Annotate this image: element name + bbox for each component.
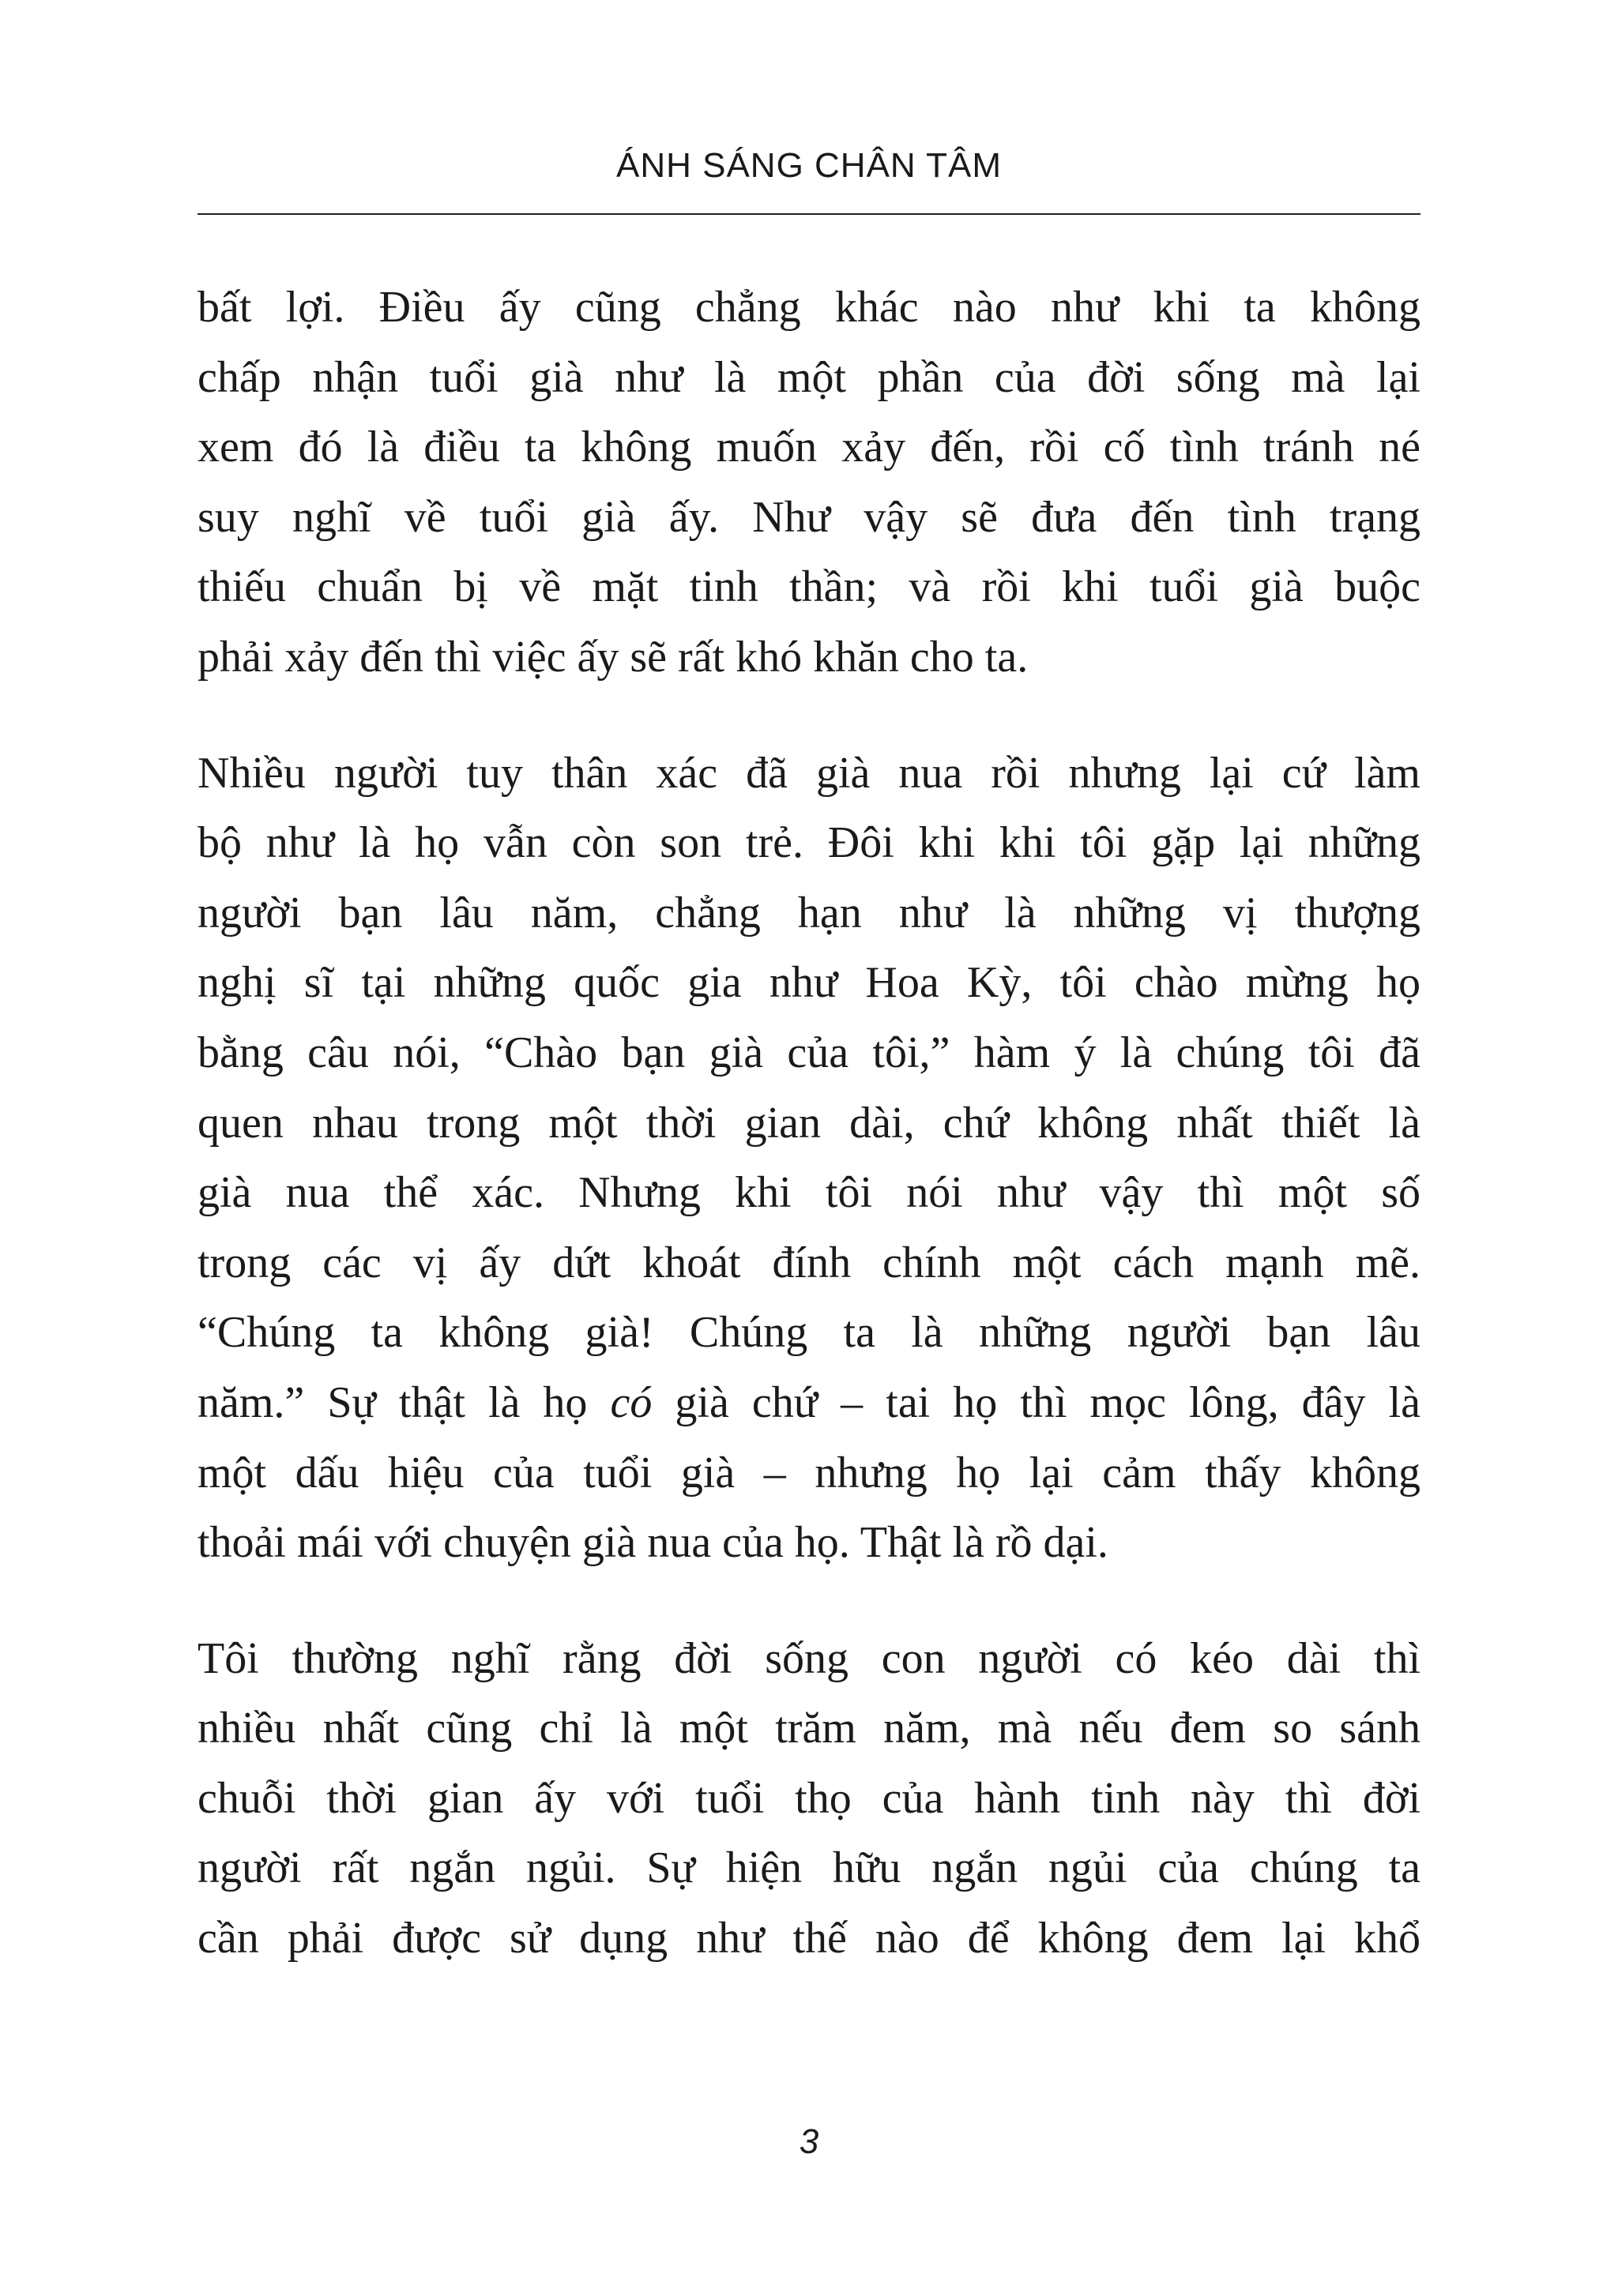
paragraph-2: [198, 738, 1420, 1578]
text-line: phải xảy đến thì việc ấy sẽ rất khó khăn cho ta.: [198, 632, 1029, 682]
text-line: xem đó là điều ta không muốn xảy đến, rồi cố tình tránh né: [198, 423, 1420, 472]
text-segment: năm.” Sự thật là họ: [198, 1377, 611, 1427]
text-line: thoải mái với chuyện già nua của họ. Thật là rồ dại.: [198, 1518, 1108, 1568]
text-line: thiếu chuẩn bị về mặt tinh thần; và rồi khi tuổi già buộc: [198, 562, 1420, 612]
text-line: bất lợi. Điều ấy cũng chẳng khác nào như khi ta không: [198, 283, 1420, 332]
text-line: già nua thể xác. Nhưng khi tôi nói như vậy thì một số: [198, 1168, 1420, 1218]
text-line: bộ như là họ vẫn còn son trẻ. Đôi khi khi tôi gặp lại những: [198, 818, 1420, 868]
text-line: người rất ngắn ngủi. Sự hiện hữu ngắn ngủi của chúng ta: [198, 1843, 1420, 1893]
text-line-with-emphasis: [198, 1368, 1420, 1438]
text-line: chuỗi thời gian ấy với tuổi thọ của hành tinh này thì đời: [198, 1773, 1420, 1823]
text-segment: già chứ – tai họ thì mọc lông, đây là: [652, 1377, 1421, 1427]
paragraph-3: [198, 1624, 1420, 1974]
text-line: quen nhau trong một thời gian dài, chứ không nhất thiết là: [198, 1098, 1420, 1148]
paragraph-1: [198, 272, 1420, 693]
text-line: người bạn lâu năm, chẳng hạn như là những vị thượng: [198, 888, 1420, 938]
text-line: Nhiều người tuy thân xác đã già nua rồi nhưng lại cứ làm: [198, 748, 1420, 798]
text-line: chấp nhận tuổi già như là một phần của đời sống mà lại: [198, 352, 1420, 402]
page-number: 3: [799, 2122, 819, 2161]
text-line: nhiều nhất cũng chỉ là một trăm năm, mà nếu đem so sánh: [198, 1704, 1420, 1753]
header-divider: [198, 213, 1420, 215]
text-line: nghị sĩ tại những quốc gia như Hoa Kỳ, tôi chào mừng họ: [198, 958, 1420, 1008]
text-line: Tôi thường nghĩ rằng đời sống con người có kéo dài thì: [198, 1633, 1420, 1683]
running-header-title: ÁNH SÁNG CHÂN TÂM: [615, 146, 1003, 185]
text-line: cần phải được sử dụng như thế nào để không đem lại khổ: [198, 1914, 1420, 1963]
emphasized-word: có: [610, 1377, 653, 1427]
page-body: [198, 272, 1420, 1974]
text-line: một dấu hiệu của tuổi già – nhưng họ lại cảm thấy không: [198, 1448, 1420, 1497]
text-line: “Chúng ta không già! Chúng ta là những người bạn lâu: [198, 1308, 1420, 1358]
text-line: trong các vị ấy dứt khoát đính chính một cách mạnh mẽ.: [198, 1238, 1420, 1287]
text-line: suy nghĩ về tuổi già ấy. Như vậy sẽ đưa đến tình trạng: [198, 492, 1420, 542]
text-line: bằng câu nói, “Chào bạn già của tôi,” hàm ý là chúng tôi đã: [198, 1028, 1420, 1077]
